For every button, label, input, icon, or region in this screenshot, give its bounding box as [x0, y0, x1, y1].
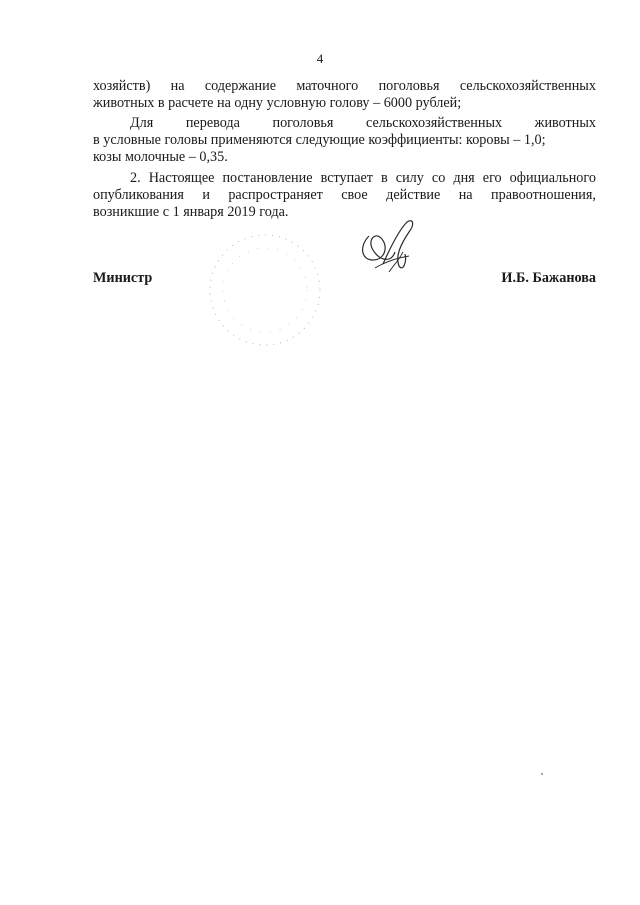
- word: перевода: [185, 115, 240, 131]
- word: действие: [386, 187, 441, 203]
- word: сельскохозяйственных: [365, 115, 503, 131]
- paragraph-3-line-3: возникшие с 1 января 2019 года.: [93, 204, 289, 220]
- paragraph-2-line-3: козы молочные – 0,35.: [93, 149, 228, 165]
- paragraph-2-line-1: [93, 115, 596, 132]
- word: опубликования: [93, 187, 184, 203]
- word: содержание: [204, 78, 276, 94]
- word: 2.: [130, 170, 141, 186]
- paragraph-2: [93, 115, 596, 166]
- handwritten-signature: [355, 216, 425, 278]
- word: Для: [130, 115, 154, 131]
- word: поголовья: [272, 115, 334, 131]
- word: со: [431, 170, 446, 186]
- word: распространяет: [228, 187, 323, 203]
- word: дня: [453, 170, 475, 186]
- scan-speck: [541, 773, 543, 775]
- word: силу: [395, 170, 424, 186]
- word: в: [381, 170, 388, 186]
- word: на: [458, 187, 473, 203]
- word: животных: [534, 115, 596, 131]
- word: правоотношения,: [491, 187, 596, 203]
- word: постановление: [222, 170, 313, 186]
- paragraph-1-line-2: животных в расчете на одну условную голову – 6000 рублей;: [93, 95, 462, 111]
- paragraph-3: [93, 170, 596, 221]
- official-stamp: [205, 232, 335, 357]
- paragraph-1-line-1: [93, 78, 596, 95]
- word: свое: [341, 187, 368, 203]
- paragraph-3-line-2: [93, 187, 596, 204]
- word: и: [202, 187, 210, 203]
- word: вступает: [320, 170, 373, 186]
- paragraph-1: [93, 78, 596, 112]
- stamp-outer-ring: [210, 235, 320, 345]
- word: на: [170, 78, 185, 94]
- word: хозяйств): [93, 78, 151, 94]
- page-number: 4: [316, 51, 324, 66]
- word: его: [482, 170, 502, 186]
- word: поголовья: [378, 78, 440, 94]
- word: маточного: [296, 78, 359, 94]
- word: официального: [509, 170, 596, 186]
- signer-name: И.Б. Бажанова: [501, 270, 596, 286]
- paragraph-3-line-1: [93, 170, 596, 187]
- signer-title: Министр: [93, 270, 153, 286]
- word: сельскохозяйственных: [459, 78, 596, 94]
- word: Настоящее: [148, 170, 215, 186]
- stamp-inner-ring: [223, 248, 307, 332]
- paragraph-2-line-2: в условные головы применяются следующие коэффициенты: коровы – 1,0;: [93, 132, 546, 148]
